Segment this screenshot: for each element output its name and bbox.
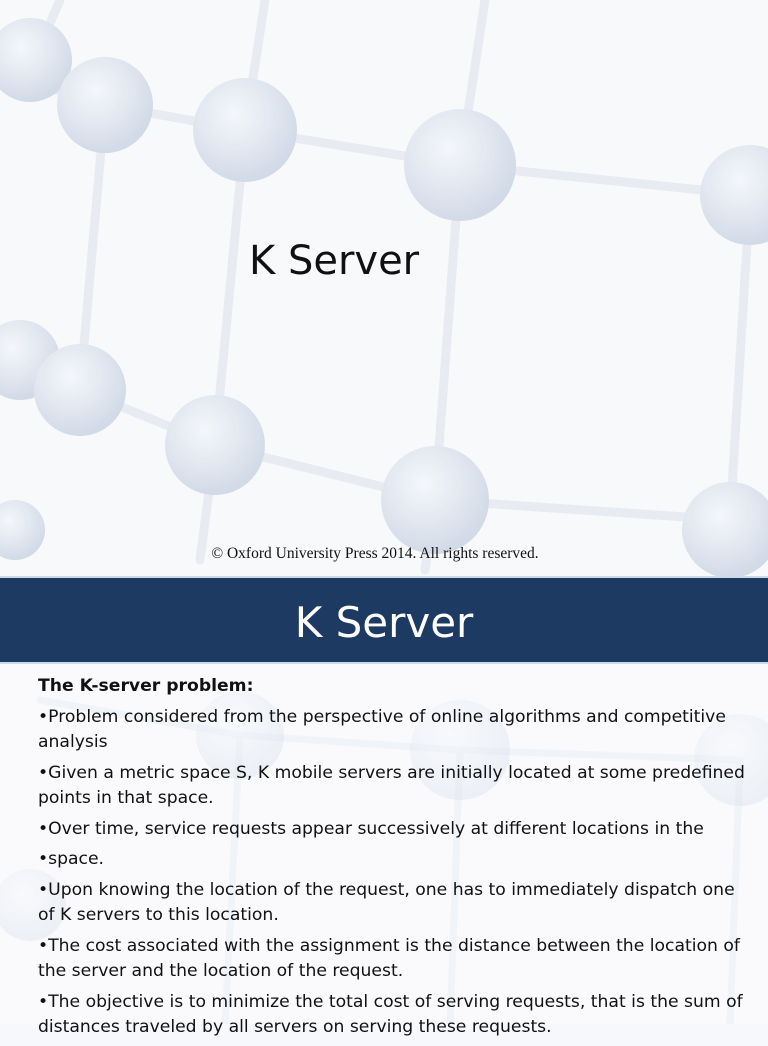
bullet-item: •Over time, service requests appear successively at different locations in the xyxy=(38,818,704,839)
section-heading: The K-server problem: xyxy=(38,676,254,696)
bullet-item: •space. xyxy=(38,849,105,869)
bullet-item: •The cost associated with the assignment is the distance between the location of the server and the location of the request. xyxy=(38,935,740,981)
title-bar xyxy=(0,576,768,664)
bullet-item: •Given a metric space S, K mobile servers are initially located at some predefined points in that space. xyxy=(38,762,745,808)
slide-body xyxy=(38,674,750,1046)
slide-title: K Server xyxy=(249,238,420,284)
bullet-item: •Upon knowing the location of the request, one has to immediately dispatch one of K servers to this location. xyxy=(38,879,735,925)
copyright-notice: © Oxford University Press 2014. All rights reserved. xyxy=(211,545,539,562)
bullet-item: •The objective is to minimize the total cost of serving requests, that is the sum of distances traveled by all servers on serving these requests. xyxy=(38,991,743,1037)
bullet-item: •Problem considered from the perspective of online algorithms and competitive analysis xyxy=(38,706,726,752)
content-slide xyxy=(0,576,768,1037)
content-slide-title: K Server xyxy=(294,598,474,647)
